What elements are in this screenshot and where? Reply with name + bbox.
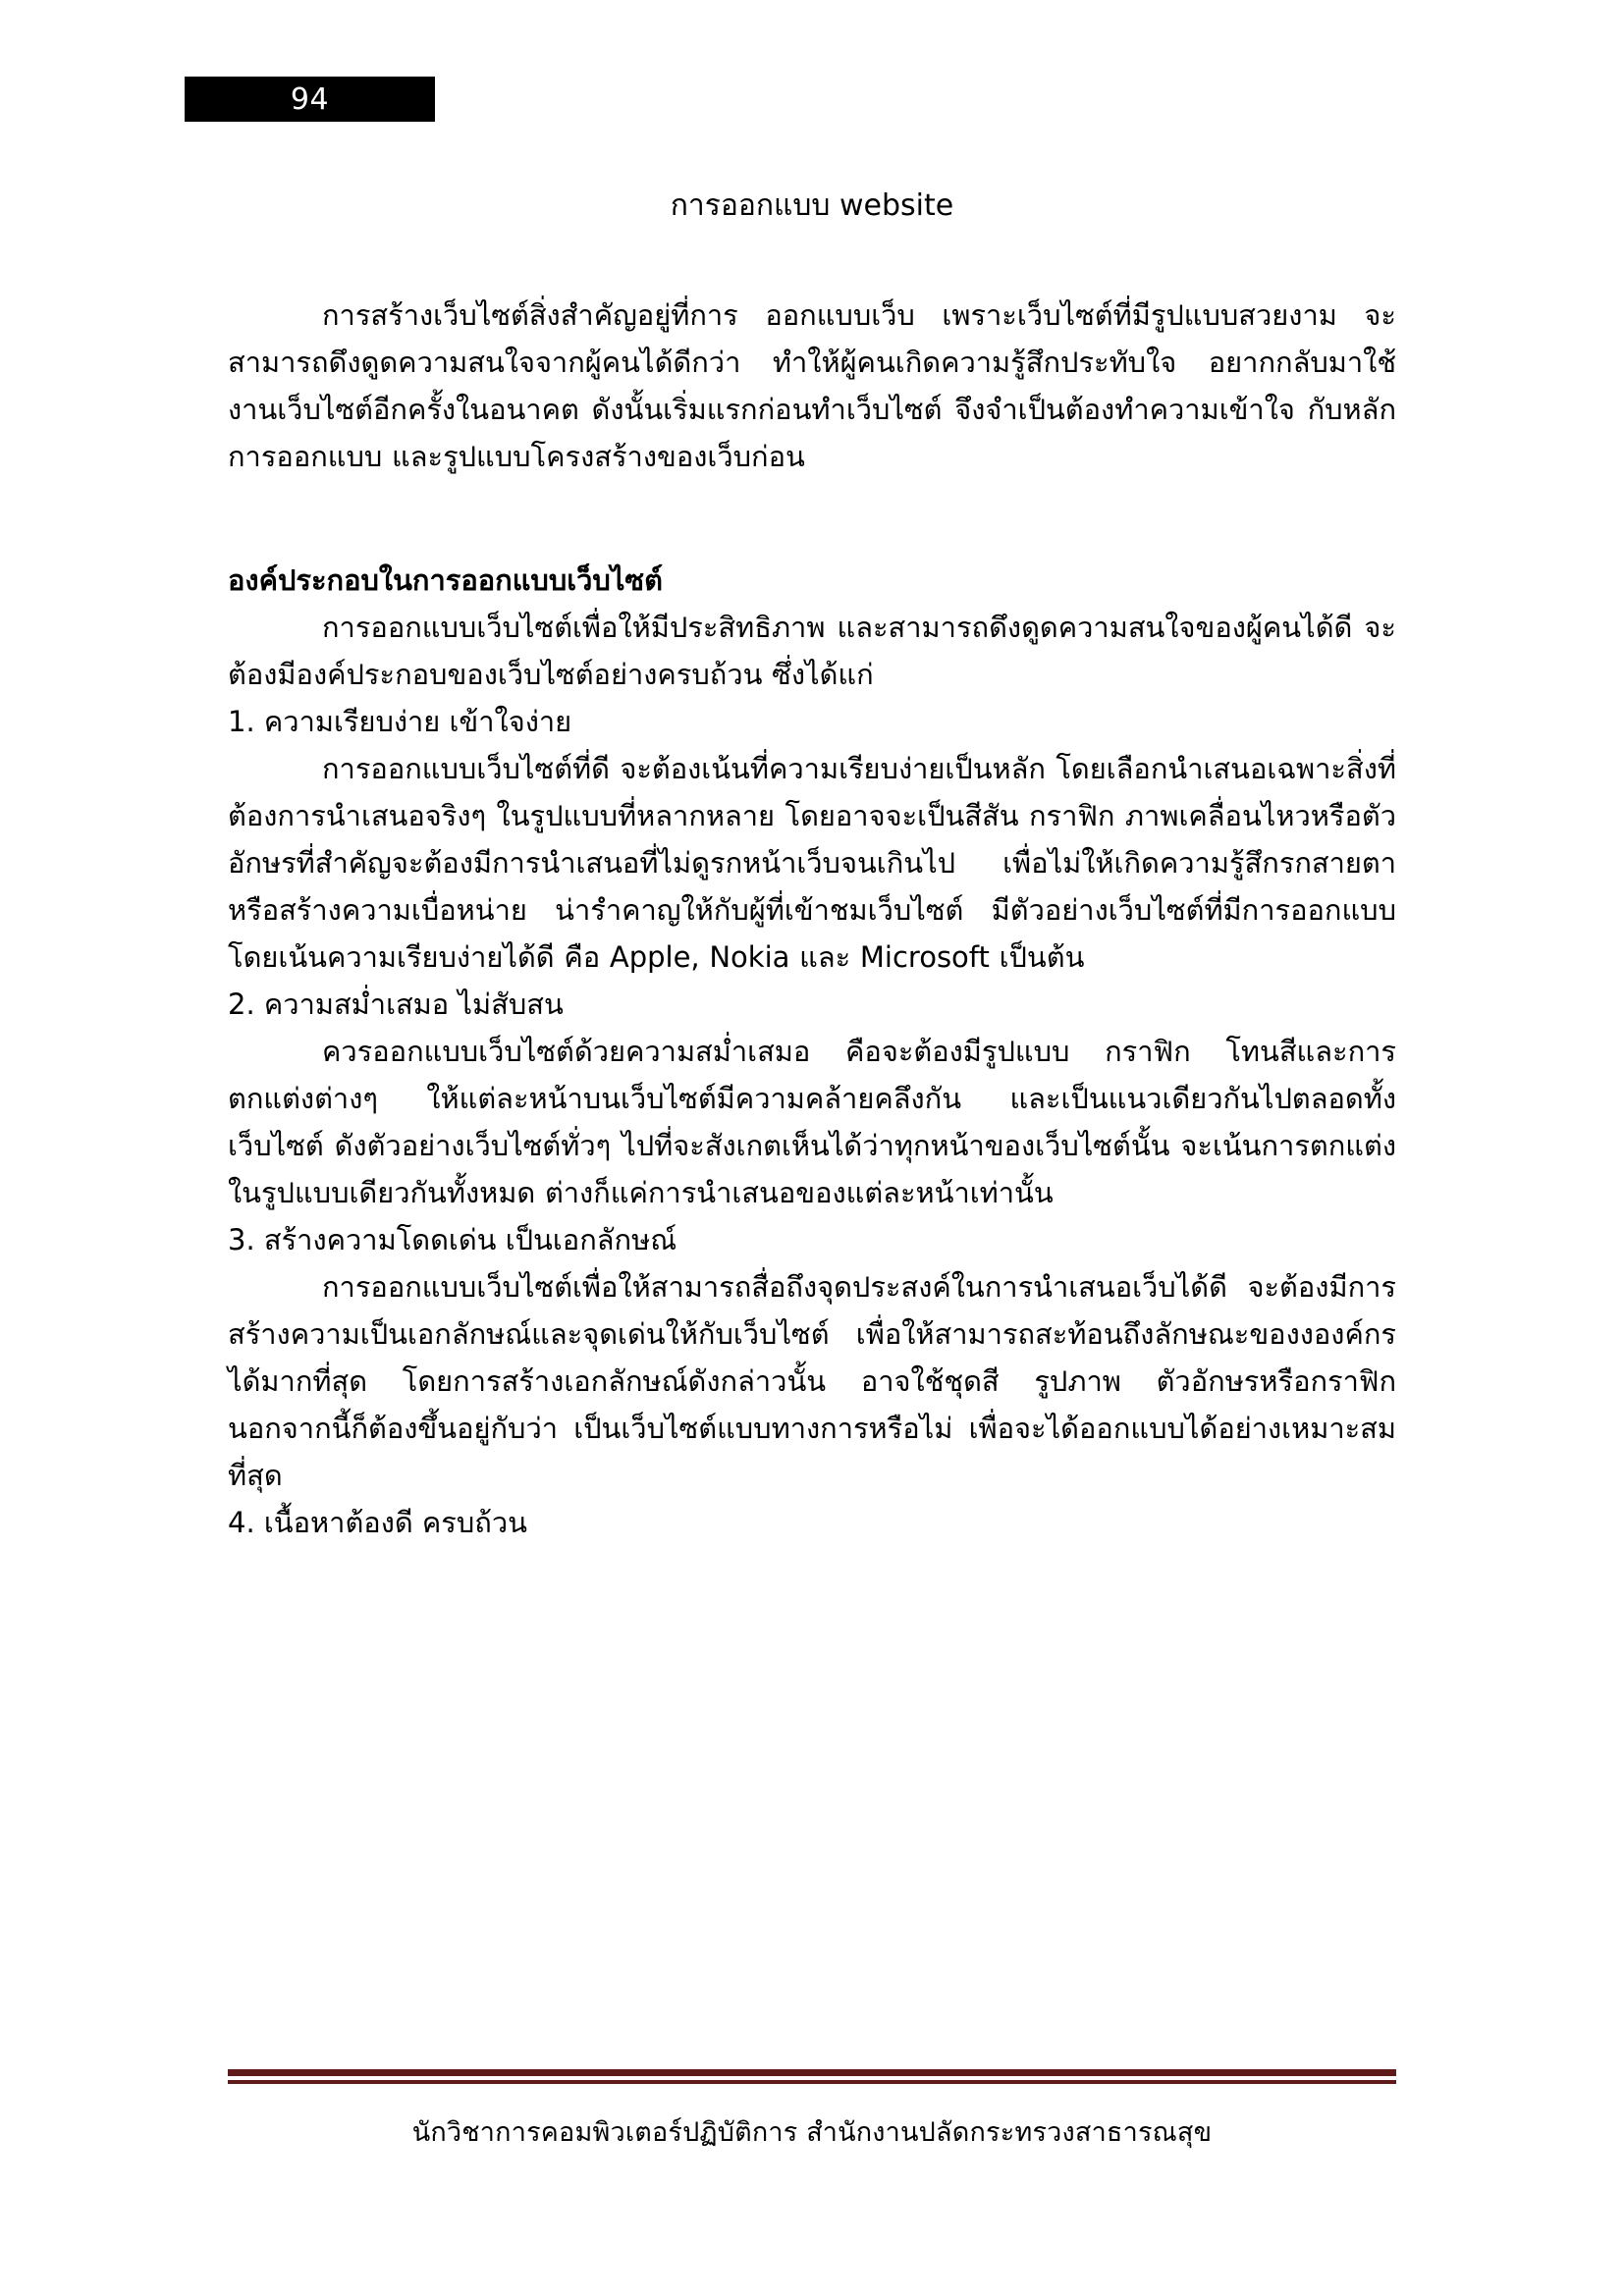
page-number-band: [185, 77, 435, 122]
list-item-label-2: 2. ความสม่ำเสมอ ไม่สับสน: [228, 987, 564, 1021]
list-item-body-3: การออกแบบเว็บไซต์เพื่อให้สามารถสื่อถึงจุดประสงค์ในการนำเสนอเว็บได้ดี จะต้องมีการสร้างความเป็นเอกลักษณ์และจุดเด่นให้กับเว็บไซต์ เพื่อให้สามารถสะท้อนถึงลักษณะของงองค์กรได้มากที่สุด โดยการสร้างเอกลักษณ์ดังกล่าวนั้น อาจใช้ชุดสี รูปภาพ ตัวอักษรหรือกราฟิก นอกจากนี้ก็ต้องขึ้นอยู่กับว่า เป็นเว็บไซต์แบบทางการหรือไม่ เพื่อจะได้ออกแบบได้อย่างเหมาะสมที่สุด: [228, 1269, 1396, 1492]
list-item-label-4: 4. เนื้อหาต้องดี ครบถ้วน: [228, 1505, 527, 1539]
page-number: 94: [290, 81, 330, 117]
intro-paragraph: การสร้างเว็บไซต์สิ่งสำคัญอยู่ที่การ ออกแบบเว็บ เพราะเว็บไซต์ที่มีรูปแบบสวยงาม จะสามารถดึงดูดความสนใจจากผู้คนได้ดีกว่า ทำให้ผู้คนเกิดความรู้สึกประทับใจ อยากกลับมาใช้งานเว็บไซต์อีกครั้งในอนาคต ดังนั้นเริ่มแรกก่อนทำเว็บไซต์ จึงจำเป็นต้องทำความเข้าใจ กับหลักการออกแบบ และรูปแบบโครงสร้างของเว็บก่อน: [228, 297, 1396, 473]
footer-text: นักวิชาการคอมพิวเตอร์ปฏิบัติการ สำนักงานปลัดกระทรวงสาธารณสุข: [411, 2117, 1213, 2148]
footer-divider: [228, 2069, 1396, 2084]
page-title: การออกแบบ website: [670, 188, 954, 223]
section-lead-paragraph: การออกแบบเว็บไซต์เพื่อให้มีประสิทธิภาพ และสามารถดึงดูดความสนใจของผู้คนได้ดี จะต้องมีองค์ประกอบของเว็บไซต์อย่างครบถ้วน ซึ่งได้แก่: [228, 610, 1396, 691]
list-item-label-3: 3. สร้างความโดดเด่น เป็นเอกลักษณ์: [228, 1222, 677, 1256]
list-item-body-2: ควรออกแบบเว็บไซต์ด้วยความสม่ำเสมอ คือจะต้องมีรูปแบบ กราฟิก โทนสีและการตกแต่งต่างๆ ให้แต่ละหน้าบนเว็บไซต์มีความคล้ายคลึงกัน และเป็นแนวเดียวกันไปตลอดทั้งเว็บไซต์ ดังตัวอย่างเว็บไซต์ทั่วๆ ไปที่จะสังเกตเห็นได้ว่าทุกหน้าของเว็บไซต์นั้น จะเน้นการตกแต่งในรูปแบบเดียวกันทั้งหมด ต่างก็แค่การนำเสนอของแต่ละหน้าเท่านั้น: [228, 1034, 1396, 1209]
footer-rule-thick: [228, 2069, 1396, 2076]
section-heading: องค์ประกอบในการออกแบบเว็บไซต์: [228, 562, 663, 597]
list-item-body-1: การออกแบบเว็บไซต์ที่ดี จะต้องเน้นที่ความเรียบง่ายเป็นหลัก โดยเลือกนำเสนอเฉพาะสิ่งที่ต้องการนำเสนอจริงๆ ในรูปแบบที่หลากหลาย โดยอาจจะเป็นสีสัน กราฟิก ภาพเคลื่อนไหวหรือตัวอักษรที่สำคัญจะต้องมีการนำเสนอที่ไม่ดูรกหน้าเว็บจนเกินไป เพื่อไม่ให้เกิดความรู้สึกรกสายตา หรือสร้างความเบื่อหน่าย น่ารำคาญให้กับผู้ที่เข้าชมเว็บไซต์ มีตัวอย่างเว็บไซต์ที่มีการออกแบบโดยเน้นความเรียบง่ายได้ดี คือ Apple, Nokia และ Microsoft เป็นต้น: [228, 751, 1396, 974]
list-item-label-1: 1. ความเรียบง่าย เข้าใจง่าย: [228, 704, 572, 738]
document-body: [228, 187, 1396, 1546]
section-spacer: [228, 480, 1396, 557]
footer-rule-thin: [228, 2080, 1396, 2084]
